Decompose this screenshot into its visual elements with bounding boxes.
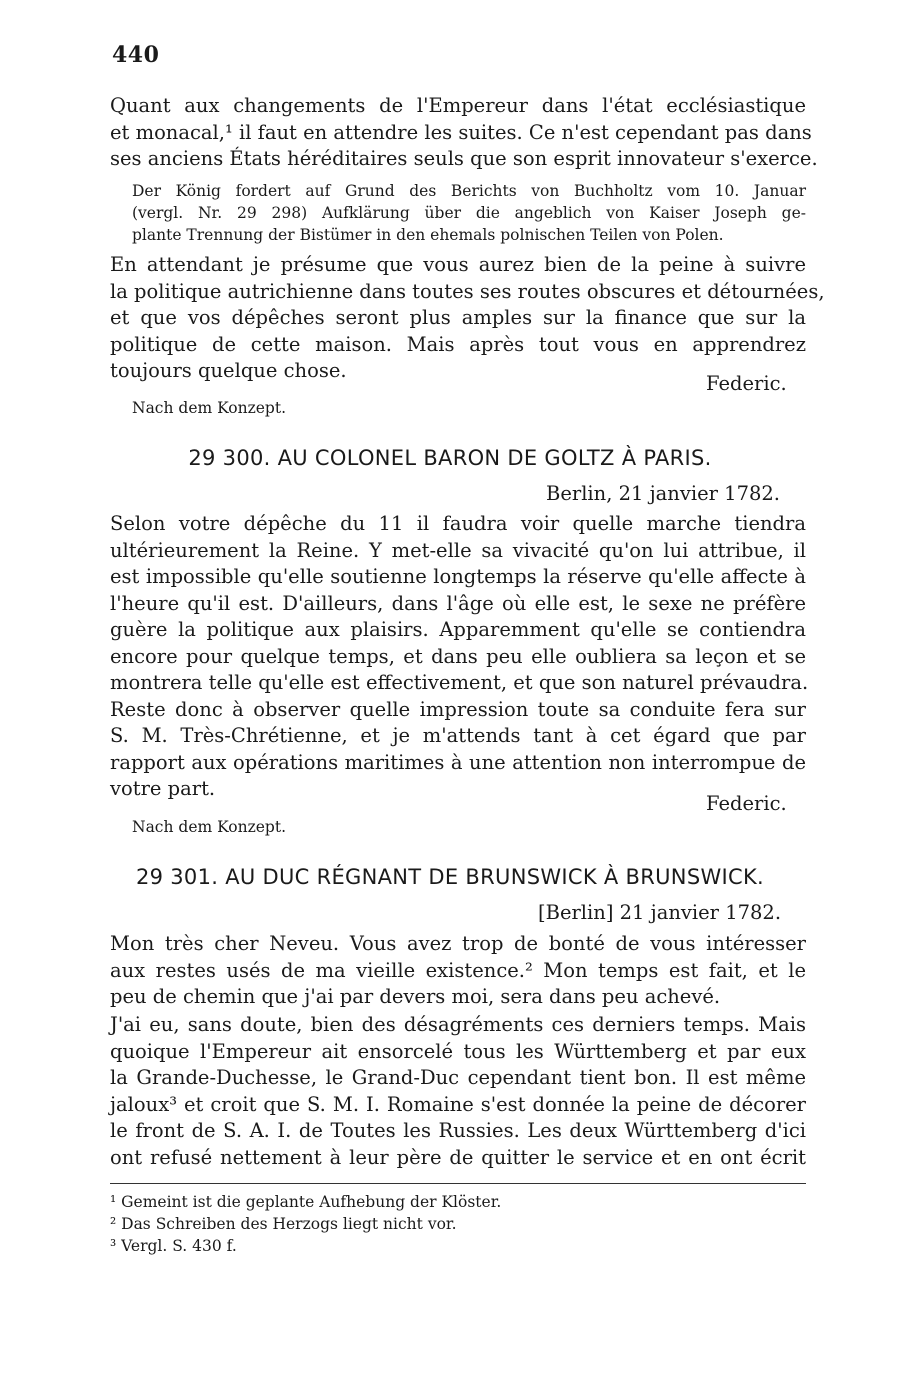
text-line: rapport aux opérations maritimes à une attention non interrompue de [110, 750, 806, 774]
text-line: et monacal,¹ il faut en attendre les suites. Ce n'est cependant pas dans [110, 120, 812, 144]
paragraph-1 [110, 93, 818, 173]
text-line: encore pour quelque temps, et dans peu elle oubliera sa leçon et se [110, 644, 806, 668]
text-line: peu de chemin que j'ai par devers moi, sera dans peu achevé. [110, 985, 721, 1008]
text-line: montrera telle qu'elle est effectivement, et que son naturel prévaudra. [110, 671, 809, 694]
paragraph-5 [110, 1012, 806, 1171]
text-line: J'ai eu, sans doute, bien des désagréments ces derniers temps. Mais [110, 1013, 806, 1036]
letter-date: [Berlin] 21 janvier 1782. [538, 901, 782, 924]
text-line: jaloux³ et croit que S. M. I. Romaine s'est donnée la peine de décorer [110, 1092, 806, 1116]
footnote: ¹ Gemeint ist die geplante Aufhebung der Klöster. [110, 1193, 502, 1211]
paragraph-4 [110, 931, 806, 1011]
note-line: (vergl. Nr. 29 298) Aufklärung über die angeblich von Kaiser Joseph ge- [132, 204, 806, 222]
text-line: ultérieurement la Reine. Y met-elle sa vivacité qu'on lui attribue, il [110, 538, 806, 562]
text-line: aux restes usés de ma vieille existence.² Mon temps est fait, et le [110, 958, 806, 982]
text-line: S. M. Très-Chrétienne, et je m'attends tant à cet égard que par [110, 724, 806, 747]
signature: Federic. [706, 372, 787, 395]
letter-heading: 29 300. AU COLONEL BARON DE GOLTZ À PARIS. [188, 446, 712, 470]
text-line: la politique autrichienne dans toutes ses routes obscures et détournées, [110, 279, 825, 303]
text-line: le front de S. A. I. de Toutes les Russies. Les deux Württemberg d'ici [110, 1119, 806, 1142]
note-line: plante Trennung der Bistümer in den ehemals polnischen Teilen von Polen. [132, 226, 724, 244]
text-line: ont refusé nettement à leur père de quitter le service et en ont écrit [110, 1145, 806, 1169]
text-line: guère la politique aux plaisirs. Apparemment qu'elle se contiendra [110, 618, 806, 641]
footnote: ² Das Schreiben des Herzogs liegt nicht vor. [110, 1215, 457, 1233]
text-line: Quant aux changements de l'Empereur dans l'état ecclésiastique [110, 94, 806, 117]
paragraph-2 [110, 252, 825, 385]
footnote: ³ Vergl. S. 430 f. [110, 1237, 237, 1255]
note-line: Der König fordert auf Grund des Berichts von Buchholtz vom 10. Januar [132, 182, 806, 200]
text-line: est impossible qu'elle soutienne longtemps la réserve qu'elle affecte à [110, 565, 806, 588]
editorial-note [132, 180, 806, 246]
text-line: toujours quelque chose. [110, 359, 347, 382]
text-line: votre part. [110, 777, 216, 800]
source-note: Nach dem Konzept. [132, 818, 287, 836]
source-note: Nach dem Konzept. [132, 399, 287, 417]
text-line: En attendant je présume que vous aurez bien de la peine à suivre [110, 253, 806, 276]
text-line: Mon très cher Neveu. Vous avez trop de bonté de vous intéresser [110, 932, 806, 955]
footnote-rule [110, 1183, 806, 1184]
text-line: quoique l'Empereur ait ensorcelé tous les Württemberg et par eux [110, 1039, 806, 1063]
letter-date: Berlin, 21 janvier 1782. [546, 482, 780, 505]
paragraph-3 [110, 511, 809, 803]
signature: Federic. [706, 792, 787, 815]
text-line: l'heure qu'il est. D'ailleurs, dans l'âge où elle est, le sexe ne préfère [110, 591, 806, 615]
text-line: ses anciens États héréditaires seuls que son esprit innovateur s'exerce. [110, 147, 818, 170]
text-line: politique de cette maison. Mais après tout vous en apprendrez [110, 332, 806, 356]
text-line: et que vos dépêches seront plus amples sur la finance que sur la [110, 306, 806, 329]
page-number: 440 [112, 42, 160, 68]
text-line: la Grande-Duchesse, le Grand-Duc cependant tient bon. Il est même [110, 1066, 806, 1089]
letter-heading: 29 301. AU DUC RÉGNANT DE BRUNSWICK À BRUNSWICK. [135, 865, 765, 889]
text-line: Selon votre dépêche du 11 il faudra voir quelle marche tiendra [110, 512, 806, 535]
text-line: Reste donc à observer quelle impression toute sa conduite fera sur [110, 697, 806, 721]
